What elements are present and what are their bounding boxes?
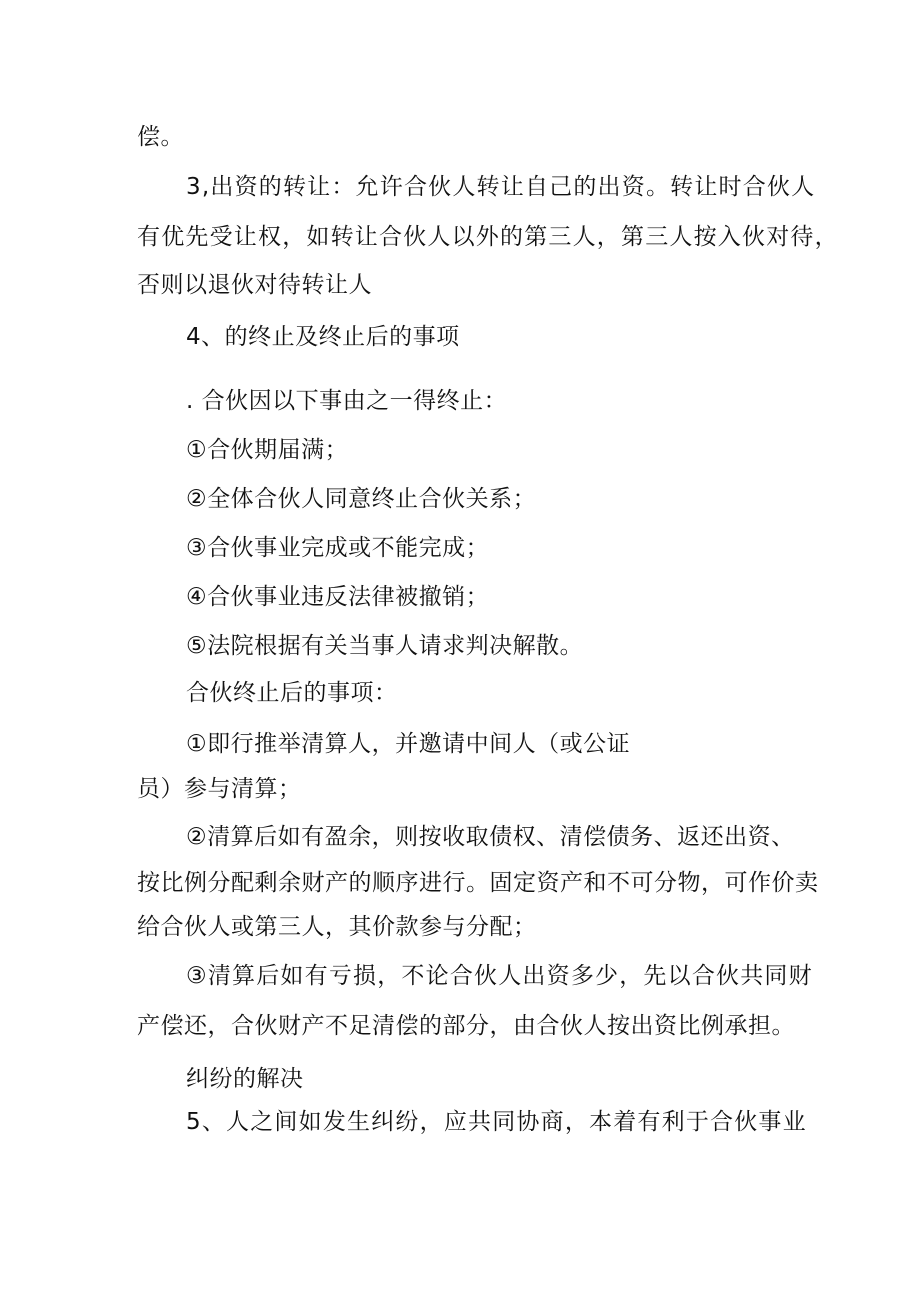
section-heading-dispute: 纠纷的解决 — [186, 1066, 304, 1092]
text-line-3: 有优先受让权，如转让合伙人以外的第三人，第三人按入伙对待， — [137, 224, 839, 250]
text-line-17: 给合伙人或第三人，其价款参与分配； — [137, 914, 537, 940]
list-item-3: ③合伙事业完成或不能完成； — [186, 535, 490, 561]
text-line-19: 产偿还，合伙财产不足清偿的部分，由合伙人按出资比例承担。 — [137, 1013, 795, 1039]
text-line-2: 3,出资的转让：允许合伙人转让自己的出资。转让时合伙人 — [186, 174, 816, 200]
text-line-6: . 合伙因以下事由之一得终止： — [186, 388, 508, 414]
section-heading-termination: 4、的终止及终止后的事项 — [186, 324, 460, 350]
text-line-18: ③清算后如有亏损，不论合伙人出资多少，先以合伙共同财 — [186, 963, 813, 989]
text-line-21: 5、人之间如发生纠纷，应共同协商，本着有利于合伙事业 — [186, 1109, 807, 1135]
list-item-2: ②全体合伙人同意终止合伙关系； — [186, 486, 537, 512]
text-line-15: ②清算后如有盈余，则按收取债权、清偿债务、返还出资、 — [186, 824, 795, 850]
text-line-13: ①即行推举清算人，并邀请中间人（或公证 — [186, 731, 631, 757]
text-line-1: 偿。 — [137, 124, 184, 150]
list-item-4: ④合伙事业违反法律被撤销； — [186, 584, 490, 610]
text-line-16: 按比例分配剩余财产的顺序进行。固定资产和不可分物，可作价卖 — [137, 870, 819, 896]
text-line-14: 员）参与清算； — [137, 776, 302, 802]
list-item-5: ⑤法院根据有关当事人请求判决解散。 — [186, 633, 584, 659]
text-line-4: 否则以退伙对待转让人 — [137, 272, 372, 298]
text-line-12: 合伙终止后的事项： — [186, 680, 398, 706]
list-item-1: ①合伙期届满； — [186, 437, 349, 463]
